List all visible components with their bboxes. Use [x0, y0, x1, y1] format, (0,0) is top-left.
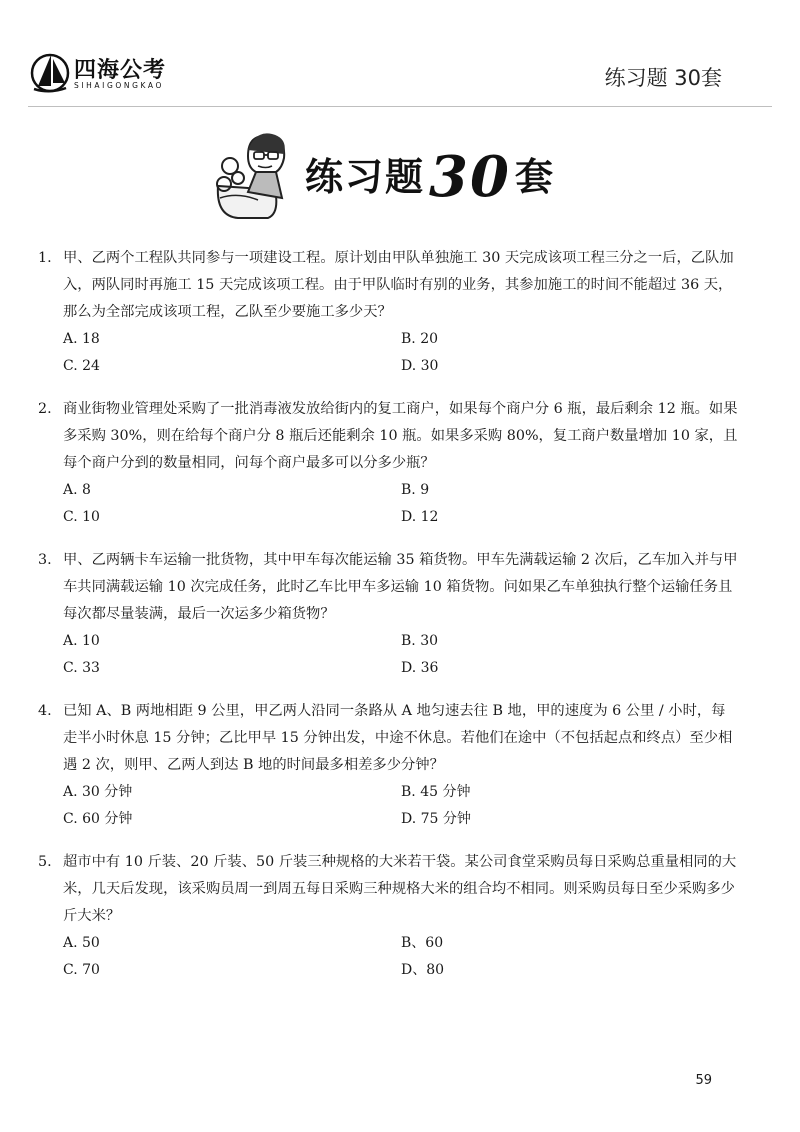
question-number: 2. — [38, 401, 52, 417]
title-suffix: 套 — [514, 155, 555, 199]
question-number: 4. — [38, 703, 52, 719]
option-b: B. 9 — [401, 482, 430, 498]
option-c: C. 70 — [63, 962, 100, 978]
question-list — [38, 245, 738, 1000]
question-options — [38, 930, 738, 984]
option-c: C. 60 分钟 — [63, 811, 133, 827]
question-text: 商业街物业管理处采购了一批消毒液发放给街内的复工商户，如果每个商户分 6 瓶，最后剩余 12 瓶。如果多采购 30%，则在给每个商户分 8 瓶后还能剩余 10 瓶。如果多采购 80%，复工商户数量增加 10 家，且每个商户分到的数量相同，问每个商户最多可以分多少瓶？ — [63, 401, 738, 471]
set-title — [305, 144, 555, 210]
title-number: 30 — [429, 144, 511, 210]
question-1 — [38, 245, 738, 380]
question-text: 甲、乙两辆卡车运输一批货物，其中甲车每次能运输 35 箱货物。甲车先满载运输 2 次后，乙车加入并与甲车共同满载运输 10 次完成任务，此时乙车比甲车多运输 10 箱货物。问如果乙车单独执行整个运输任务且每次都尽量装满，最后一次运多少箱货物？ — [63, 552, 738, 622]
option-d: D、80 — [401, 962, 445, 978]
question-number: 5. — [38, 854, 52, 870]
question-stem — [38, 396, 738, 477]
option-a: A. 30 分钟 — [63, 784, 133, 800]
question-text: 超市中有 10 斤装、20 斤装、50 斤装三种规格的大米若干袋。某公司食堂采购员每日采购总重量相同的大米，几天后发现，该采购员周一到周五每日采购三种规格大米的组合均不相同。则采购员每日至少采购多少斤大米？ — [63, 854, 737, 924]
question-options — [38, 477, 738, 531]
question-stem — [38, 698, 738, 779]
question-5 — [38, 849, 738, 984]
header-divider — [28, 106, 772, 107]
option-c: C. 33 — [63, 660, 100, 676]
sailboat-logo-icon — [30, 50, 70, 96]
question-options — [38, 628, 738, 682]
brand-sub: SIHAIGONGKAO — [74, 81, 164, 90]
option-b: B. 45 分钟 — [401, 784, 471, 800]
option-d: D. 36 — [401, 660, 439, 676]
question-stem — [38, 849, 738, 930]
brand-logo — [30, 50, 180, 98]
question-options — [38, 326, 738, 380]
teacher-mascot-icon — [208, 126, 308, 226]
question-options — [38, 779, 738, 833]
option-d: D. 12 — [401, 509, 439, 525]
page-number: 59 — [695, 1073, 712, 1088]
title-prefix: 练习题 — [305, 155, 426, 199]
option-c: C. 10 — [63, 509, 100, 525]
question-stem — [38, 245, 738, 326]
header-set-title: 练习题 30套 — [604, 66, 722, 90]
option-d: D. 30 — [401, 358, 439, 374]
question-stem — [38, 547, 738, 628]
question-number: 3. — [38, 552, 52, 568]
option-a: A. 50 — [63, 935, 100, 951]
option-b: B、60 — [401, 935, 444, 951]
question-text: 已知 A、B 两地相距 9 公里，甲乙两人沿同一条路从 A 地匀速去往 B 地，甲的速度为 6 公里 / 小时，每走半小时休息 15 分钟；乙比甲早 15 分钟出发，中途不休息。若他们在途中（不包括起点和终点）至少相遇 2 次，则甲、乙两人到达 B 地的时间最多相差多少分钟？ — [63, 703, 733, 773]
option-a: A. 10 — [63, 633, 100, 649]
option-a: A. 18 — [63, 331, 100, 347]
question-number: 1. — [38, 250, 52, 266]
option-b: B. 30 — [401, 633, 439, 649]
question-4 — [38, 698, 738, 833]
option-c: C. 24 — [63, 358, 100, 374]
question-text: 甲、乙两个工程队共同参与一项建设工程。原计划由甲队单独施工 30 天完成该项工程三分之一后，乙队加入，两队同时再施工 15 天完成该项工程。由于甲队临时有别的业务，其参加施工的时间不能超过 36 天，那么为全部完成该项工程，乙队至少要施工多少天？ — [63, 250, 734, 320]
option-a: A. 8 — [63, 482, 91, 498]
question-3 — [38, 547, 738, 682]
option-d: D. 75 分钟 — [401, 811, 471, 827]
question-2 — [38, 396, 738, 531]
brand-name: 四海公考 — [74, 58, 167, 83]
option-b: B. 20 — [401, 331, 439, 347]
